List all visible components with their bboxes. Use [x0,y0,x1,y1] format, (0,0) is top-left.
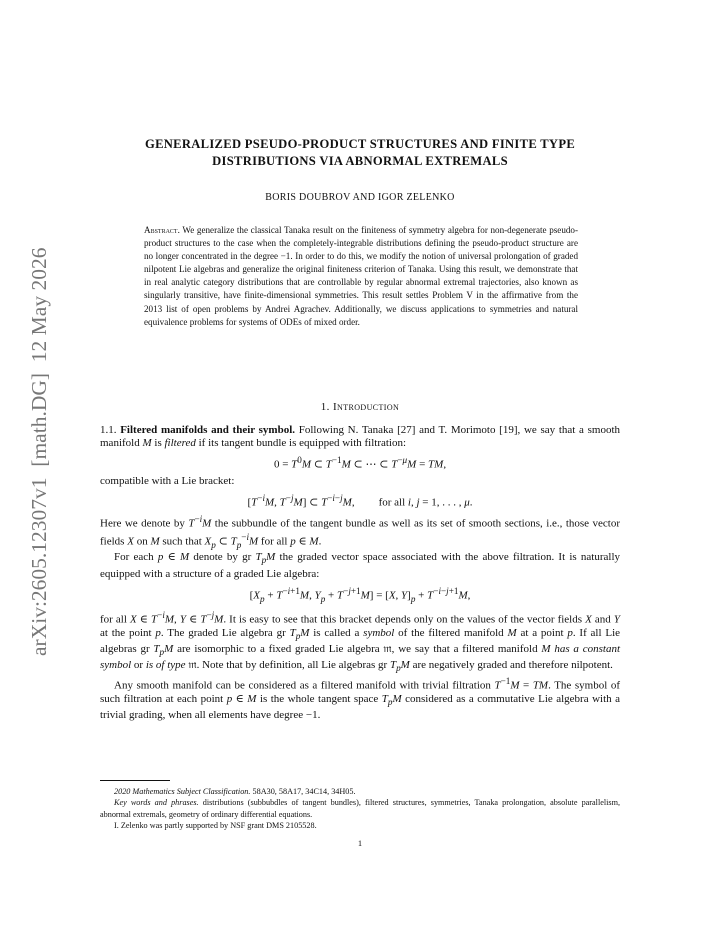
section-body [100,424,620,723]
equation-filtration: $0 = T^0M$ ⊂ $T^{-1}M$ ⊂ ⋯ ⊂ $T^{-\mu}M$ = TM, [273,455,447,471]
footnote-divider [100,780,170,781]
footnote-msc-codes: 58A30, 58A17, 34C14, 34H05. [252,787,356,796]
paragraph-3: Here we denote by $T^{-i}M$ the subbundle of the tangent bundle as well as its set of smooth sections, i.e., those vector fields X on M such that $X_p$ ⊂ $T_p^{-i}M$ for all p ∈ M. [100,513,620,550]
paragraph-5: for all X ∈ $T^{-i}M$, Y ∈ $T^{-j}M$. It is easy to see that this bracket depends only on the values of the vector fields X and Y at the point p. The graded Lie algebra gr $T_pM$ is called a symbol of the filtered manifold M at a point p. If all Lie algebras gr $T_pM$ are isomorphic to a fixed graded Lie algebra 𝔪, we say that a filtered manifold M has a constant symbol or is of type 𝔪. Note that by definition, all Lie algebras gr $T_pM$ are negatively graded and therefore nilpotent. [100,609,621,674]
subsection-number: 1.1. [100,424,117,436]
footnotes [100,786,620,832]
paragraph-2: compatible with a Lie bracket: [100,474,235,487]
paper-authors: BORIS DOUBROV AND IGOR ZELENKO [265,192,455,203]
subsection-title: Filtered manifolds and their symbol. [120,424,296,436]
footnote-keywords [100,797,620,820]
equation-bracket: [$T^{-i}M$, $T^{-j}M$] ⊂ $T^{-i-j}M$, for all i, j = 1, . . . , μ. [247,493,473,509]
footnote-support: I. Zelenko was partly supported by NSF grant DMS 2105528. [114,821,317,831]
equation-graded-bracket: [$X_p + T^{-i+1}M$, $Y_p + T^{-j+1}M] = [X$, $Y]_p + T^{-i-j+1}M$, [249,585,471,604]
footnote-msc [100,786,620,797]
arxiv-identifier-text: arXiv:2605.12307v1 [math.DG] 12 May 2026 [27,247,51,656]
page-number: 1 [357,838,363,848]
abstract-text: We generalize the classical Tanaka result on the finiteness of symmetry algebra for non-degenerate pseudo-product structures to the case when the completely-integrable distributions defining the pseudo-product structure are no longer concentrated in the degree −1. In order to do this, we modify the notion of universal prolongation of graded nilpotent Lie algebras and generalize the original finiteness criterion of Tanaka. Using this result, we demonstrate that in real analytic category distributions that are controllable by regular abnormal extremal trajectories, also known as singularly transitive, have finite-dimensional symmetries. This result settles Problem V in the affirmative from the 2013 list of open problems by Andrei Agrachev. Additionally, we discuss applications to symmetries and natural equivalence problems for systems of ODEs of mixed order. [144,225,578,327]
paper-title: GENERALIZED PSEUDO-PRODUCT STRUCTURES AND FINITE TYPE DISTRIBUTIONS VIA ABNORMAL EXTREMALS [144,137,576,168]
footnote-msc-label: 2020 Mathematics Subject Classification. [114,787,251,796]
paragraph-4: For each p ∈ M denote by gr $T_pM$ the graded vector space associated with the above filtration. It is naturally equipped with a structure of a graded Lie algebra: [100,551,621,580]
footnote-keywords-text: distributions (subbubdles of tangent bundles), filtered structures, symmetries, Tanaka prolongation, absolute parallelism, abnormal extremals, geometry of ordinary differential equations. [100,798,621,819]
footnote-keywords-label: Key words and phrases. [114,798,199,808]
abstract [144,224,578,329]
paragraph-1: 1.1. Filtered manifolds and their symbol. Following N. Tanaka [27] and T. Morimoto [19], we say that a smooth manifold M is filtered if its tangent bundle is equipped with filtration: [100,424,620,450]
abstract-label: Abstract. [144,225,180,235]
arxiv-identifier-stamp [6,240,62,660]
section-heading: 1. Introduction [320,401,400,413]
paragraph-6: Any smooth manifold can be considered as a filtered manifold with trivial filtration $T^{-1}M$ = TM. The symbol of such filtration at each point p ∈ M is the whole tangent space $T_pM$ considered as a commutative Lie algebra with a trivial grading, when all elements have degree −1. [100,676,620,722]
